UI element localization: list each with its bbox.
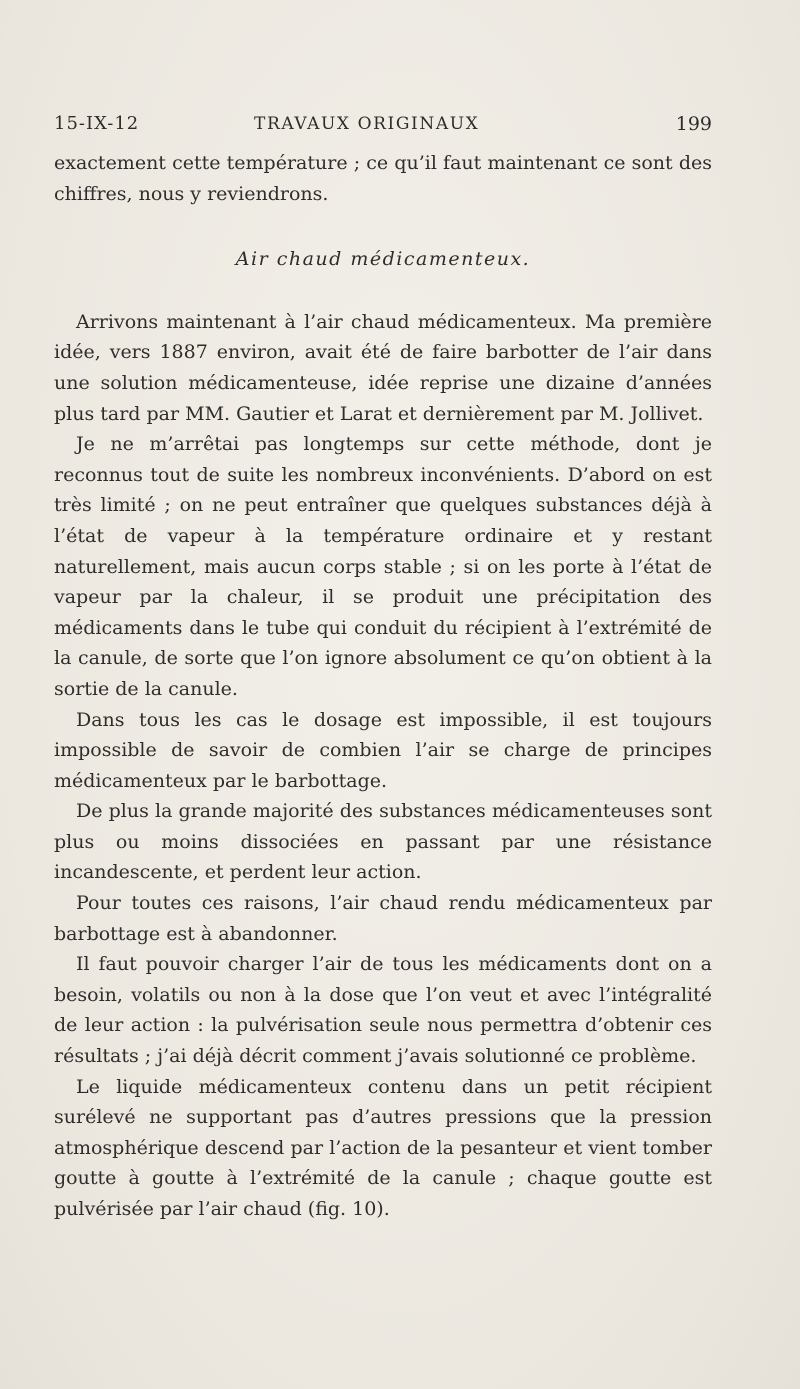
paragraph: Arrivons maintenant à l’air chaud médicamenteux. Ma première idée, vers 1887 environ, avait été de faire barbotter de l’air dans une solution médicamenteuse, idée reprise une dizaine d’années plus tard par MM. Gautier et Larat et dernièrement par M. Jollivet. xyxy=(54,310,712,425)
paragraph: Pour toutes ces raisons, l’air chaud rendu médicamenteux par barbottage est à abandonner. xyxy=(54,892,712,945)
body-text xyxy=(54,148,712,1225)
paragraph: De plus la grande majorité des substances médicamenteuses sont plus ou moins dissociées en passant par une résistance incandescente, et perdent leur action. xyxy=(54,800,712,884)
paragraph: Dans tous les cas le dosage est impossible, il est toujours impossible de savoir de combien l’air se charge de principes médicamenteux par le barbottage. xyxy=(54,708,712,792)
page-number: 199 xyxy=(675,113,712,135)
paragraph: Il faut pouvoir charger l’air de tous les médicaments dont on a besoin, volatils ou non à la dose que l’on veut et avec l’intégralité de leur action : la pulvérisation seule nous permettra d’obtenir ces résultats ; j’ai déjà décrit comment j’avais solutionné ce problème. xyxy=(54,953,712,1068)
paragraph: Le liquide médicamenteux contenu dans un petit récipient surélevé ne supportant pas d’autres pressions que la pression atmosphérique descend par l’action de la pesanteur et vient tomber goutte à goutte à l’extrémité de la canule ; chaque goutte est pulvérisée par l’air chaud (fig. 10). xyxy=(54,1075,712,1220)
running-head-title: TRAVAUX ORIGINAUX xyxy=(254,114,480,134)
section-title: Air chaud médicamenteux. xyxy=(235,248,531,271)
running-head-date: 15-IX-12 xyxy=(54,113,140,134)
carry-over-paragraph: exactement cette température ; ce qu’il faut maintenant ce sont des chiffres, nous y reviendrons. xyxy=(54,152,712,205)
paragraph: Je ne m’arrêtai pas longtemps sur cette méthode, dont je reconnus tout de suite les nombreux inconvénients. D’abord on est très limité ; on ne peut entraîner que quelques substances déjà à l’état de vapeur à la température ordinaire et y restant naturellement, mais aucun corps stable ; si on les porte à l’état de vapeur par la chaleur, il se produit une précipitation des médicaments dans le tube qui conduit du récipient à l’extrémité de la canule, de sorte que l’on ignore absolument ce qu’on obtient à la sortie de la canule. xyxy=(54,433,712,700)
running-head xyxy=(54,113,712,137)
